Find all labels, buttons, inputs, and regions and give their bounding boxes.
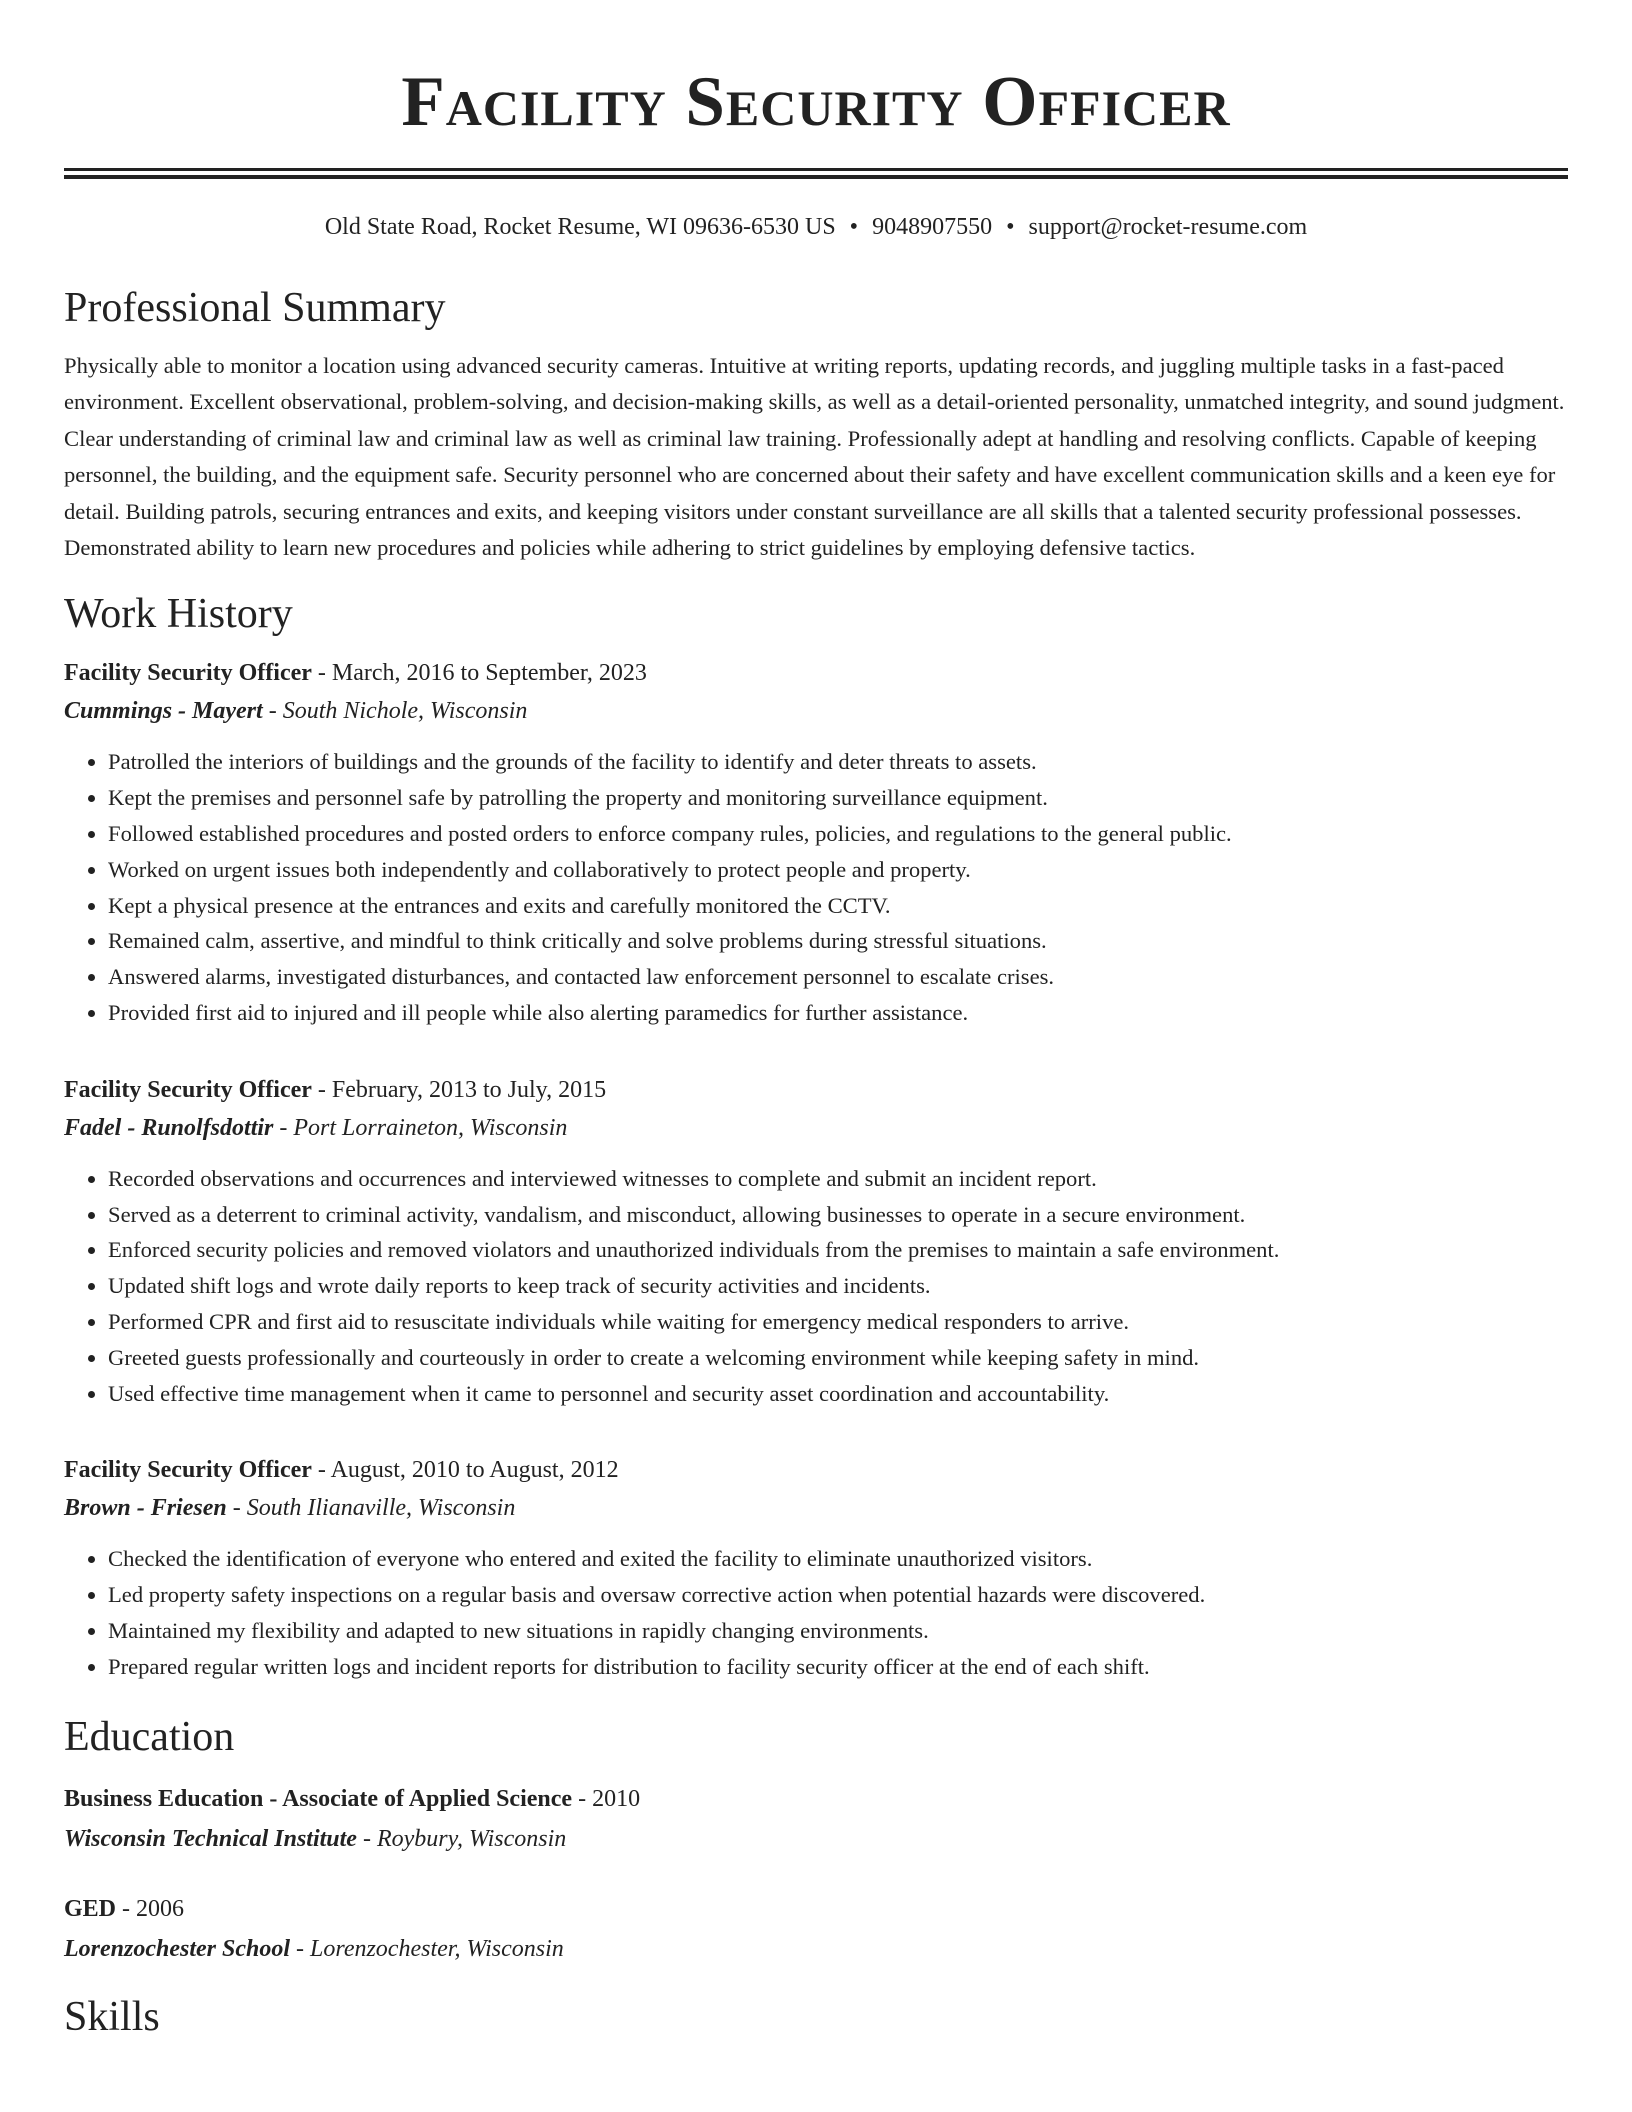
bullet-item: • Used effective time management when it came to personnel and security asset coordination and accountability.	[108, 1376, 1568, 1412]
skills-heading: Skills	[64, 1993, 160, 2040]
bullet-item: • Remained calm, assertive, and mindful to think critically and solve problems during stressful situations.	[108, 923, 1568, 959]
school-name: Lorenzochester School	[64, 1935, 291, 1962]
job-entry	[64, 654, 1568, 1030]
bullet-item: • Kept the premises and personnel safe by patrolling the property and monitoring surveillance equipment.	[108, 780, 1568, 816]
bullet-item: • Provided first aid to injured and ill people while also alerting paramedics for further assistance.	[108, 995, 1568, 1031]
employer-location: South Ilianaville, Wisconsin	[246, 1495, 516, 1522]
contact-separator: •	[849, 214, 859, 240]
resume-title: Facility Security Officer	[401, 63, 1231, 141]
employer-location: Port Lorraineton, Wisconsin	[293, 1114, 568, 1141]
bullet-item: • Prepared regular written logs and incident reports for distribution to facility security officer at the end of each shift.	[108, 1649, 1568, 1685]
job-title: Facility Security Officer	[64, 1457, 312, 1484]
bullet-item: • Performed CPR and first aid to resuscitate individuals while waiting for emergency medical responders to arrive.	[108, 1304, 1568, 1340]
dash: -	[356, 1825, 377, 1852]
summary-text: Physically able to monitor a location using advanced security cameras. Intuitive at writing reports, updating records, and juggling multiple tasks in a fast-paced environment. Excellent observational, problem-solving, and decision-making skills, as well as a detail-oriented personality, unmatched integrity, and sound judgment. Clear understanding of criminal law and criminal law as well as criminal law training. Professionally adept at handling and resolving conflicts. Capable of keeping personnel, the building, and the equipment safe. Security personnel who are concerned about their safety and have excellent communication skills and a keen eye for detail. Building patrols, securing entrances and exits, and keeping visitors under constant surveillance are all skills that a talented security professional possesses. Demonstrated ability to learn new procedures and policies while adhering to strict guidelines by employing defensive tactics.	[64, 353, 1565, 561]
title-double-rule	[64, 168, 1568, 179]
employer-location: South Nichole, Wisconsin	[282, 698, 528, 725]
school-line	[64, 1929, 1568, 1969]
employer-name: Brown - Friesen	[64, 1495, 227, 1522]
dash: -	[116, 1895, 137, 1922]
dash: -	[290, 1935, 311, 1962]
job-title-line	[64, 1451, 1568, 1489]
bullet-item: • Patrolled the interiors of buildings and the grounds of the facility to identify and deter threats to assets.	[108, 744, 1568, 780]
bullet-item: • Worked on urgent issues both independently and collaboratively to protect people and property.	[108, 852, 1568, 888]
dash: -	[572, 1785, 593, 1812]
contact-separator: •	[1006, 214, 1015, 240]
bullet-item: • Maintained my flexibility and adapted to new situations in rapidly changing environments.	[108, 1613, 1568, 1649]
dash: -	[273, 1114, 294, 1141]
bullet-item: • Followed established procedures and posted orders to enforce company rules, policies, and regulations to the general public.	[108, 816, 1568, 852]
dash: -	[311, 660, 332, 687]
employer-name: Cummings - Mayert	[64, 698, 263, 725]
job-dates: August, 2010 to August, 2012	[330, 1457, 619, 1484]
degree-name: Business Education - Associate of Applied Science	[64, 1785, 573, 1812]
job-title-line	[64, 654, 1568, 692]
dash: -	[311, 1457, 331, 1484]
degree-year: 2010	[592, 1785, 641, 1812]
degree-line	[64, 1779, 1568, 1819]
bullet-item: • Checked the identification of everyone who entered and exited the facility to eliminate unauthorized visitors.	[108, 1541, 1568, 1577]
school-location: Lorenzochester, Wisconsin	[310, 1935, 564, 1962]
bullet-item: • Recorded observations and occurrences and interviewed witnesses to complete and submit an incident report.	[108, 1161, 1568, 1197]
bullet-item: • Served as a deterrent to criminal activity, vandalism, and misconduct, allowing businesses to operate in a secure environment.	[108, 1197, 1568, 1233]
bullet-item: • Updated shift logs and wrote daily reports to keep track of security activities and incidents.	[108, 1268, 1568, 1304]
education-entry	[64, 1889, 1568, 1969]
job-dates: March, 2016 to September, 2023	[331, 660, 647, 687]
employer-line	[64, 1109, 1568, 1147]
dash: -	[311, 1076, 332, 1103]
degree-line	[64, 1889, 1568, 1929]
dash: -	[262, 698, 283, 725]
job-title-line	[64, 1071, 1568, 1109]
bullet-item: • Enforced security policies and removed violators and unauthorized individuals from the premises to maintain a safe environment.	[108, 1232, 1568, 1268]
employer-line	[64, 1489, 1568, 1527]
bullet-item: • Led property safety inspections on a regular basis and oversaw corrective action when potential hazards were discovered.	[108, 1577, 1568, 1613]
employer-line	[64, 692, 1568, 730]
degree-year: 2006	[136, 1895, 185, 1922]
job-bullets	[64, 1161, 1568, 1412]
job-title: Facility Security Officer	[64, 660, 312, 687]
school-line	[64, 1819, 1568, 1859]
job-bullets	[64, 1541, 1568, 1684]
school-name: Wisconsin Technical Institute	[64, 1825, 357, 1852]
education-heading: Education	[64, 1713, 235, 1760]
bullet-item: • Kept a physical presence at the entrances and exits and carefully monitored the CCTV.	[108, 888, 1568, 924]
work-history-heading: Work History	[64, 591, 293, 638]
school-location: Roybury, Wisconsin	[376, 1825, 567, 1852]
bullet-item: • Answered alarms, investigated disturbances, and contacted law enforcement personnel to escalate crises.	[108, 959, 1568, 995]
contact-line	[64, 212, 1568, 242]
job-bullets	[64, 744, 1568, 1030]
job-entry	[64, 1451, 1568, 1684]
job-entry	[64, 1071, 1568, 1412]
job-title: Facility Security Officer	[64, 1076, 312, 1103]
education-entry	[64, 1779, 1568, 1859]
employer-name: Fadel - Runolfsdottir	[64, 1114, 274, 1141]
summary-heading: Professional Summary	[64, 285, 446, 331]
degree-name: GED	[64, 1895, 117, 1922]
dash: -	[226, 1495, 247, 1522]
job-dates: February, 2013 to July, 2015	[331, 1076, 607, 1103]
bullet-item: • Greeted guests professionally and courteously in order to create a welcoming environment while keeping safety in mind.	[108, 1340, 1568, 1376]
contact-address: Old State Road, Rocket Resume, WI 09636-6530 US	[324, 214, 836, 240]
contact-phone: 9048907550	[872, 214, 993, 240]
contact-email: support@rocket-resume.com	[1028, 214, 1308, 240]
